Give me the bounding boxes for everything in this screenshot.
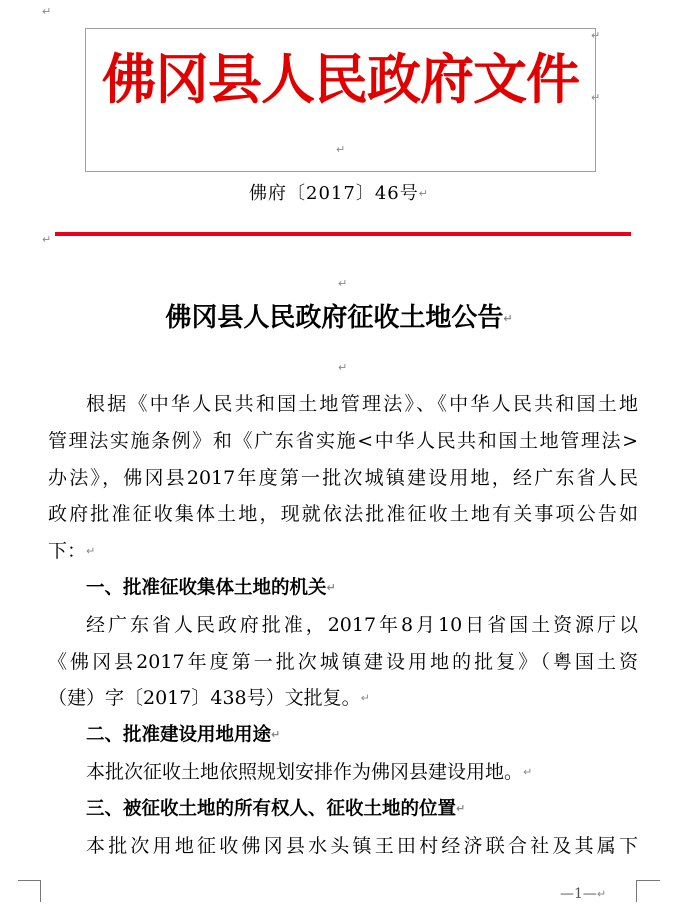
paragraph-mark: ↵ [523, 765, 533, 779]
body-line: 经广东省人民政府批准，2017年8月10日省国土资源厅以 [86, 613, 638, 636]
document-header-title: 佛冈县人民政府文件 [102, 47, 579, 111]
paragraph-mark: ↵ [591, 91, 601, 104]
document-header-box [85, 28, 596, 172]
paragraph-mark: ↵ [456, 801, 466, 815]
page-number [560, 886, 606, 902]
document-body[interactable] [48, 386, 638, 864]
paragraph-mark: ↵ [338, 277, 348, 290]
red-header-rule [55, 232, 631, 236]
paragraph-mark: ↵ [503, 312, 513, 325]
body-line [48, 754, 638, 791]
paragraph-mark: ↵ [326, 580, 336, 594]
crop-mark-bottom-left [18, 880, 41, 902]
body-line: 《佛冈县2017年度第一批次城镇建设用地的批复》（粤国土资 [48, 650, 638, 673]
section-heading [48, 717, 638, 754]
document-number [0, 181, 678, 207]
paragraph-mark: ↵ [86, 544, 96, 558]
crop-mark-bottom-right-horizontal [636, 880, 660, 881]
section-heading-text: 二、批准建设用地用途 [86, 724, 272, 746]
body-line [48, 533, 638, 570]
crop-mark-bottom-left-horizontal [18, 880, 40, 881]
paragraph-mark: ↵ [591, 29, 601, 42]
section-heading [48, 791, 638, 828]
paragraph-mark: ↵ [42, 233, 52, 246]
paragraph-mark: ↵ [271, 728, 281, 742]
paragraph-mark: ↵ [336, 143, 346, 156]
body-line: 管理法实施条例》和《广东省实施<中华人民共和国土地管理法> [48, 429, 638, 452]
section-heading [48, 570, 638, 607]
body-line: 本批次用地征收佛冈县水头镇王田村经济联合社及其属下 [86, 834, 638, 857]
crop-mark-bottom-right [636, 880, 659, 902]
section-heading-text: 三、被征收土地的所有权人、征收土地的位置 [86, 798, 457, 820]
section-heading-text: 一、批准征收集体土地的机关 [86, 577, 327, 599]
paragraph-mark: ↵ [42, 5, 52, 18]
paragraph-mark: ↵ [418, 187, 429, 200]
page-number-text: —1— [560, 886, 597, 902]
body-line: 政府批准征收集体土地，现就依法批准征收土地有关事项公告如 [48, 503, 638, 526]
document-number-text: 佛府〔2017〕46号 [249, 183, 419, 204]
body-line-text: （建）字〔2017〕438号）文批复。 [48, 687, 361, 710]
body-line-text: 本批次征收土地依照规划安排作为佛冈县建设用地。 [86, 760, 524, 783]
notice-title-text: 佛冈县人民政府征收土地公告 [165, 303, 504, 333]
body-line: 根据《中华人民共和国土地管理法》、《中华人民共和国土地 [86, 393, 638, 415]
body-line [48, 680, 638, 717]
notice-title [0, 300, 678, 337]
paragraph-mark: ↵ [360, 691, 370, 705]
paragraph-mark: ↵ [596, 887, 607, 901]
body-line: 办法》，佛冈县2017年度第一批次城镇建设用地，经广东省人民 [48, 466, 638, 489]
body-line-text: 下： [48, 540, 87, 563]
paragraph-mark: ↵ [338, 361, 348, 374]
